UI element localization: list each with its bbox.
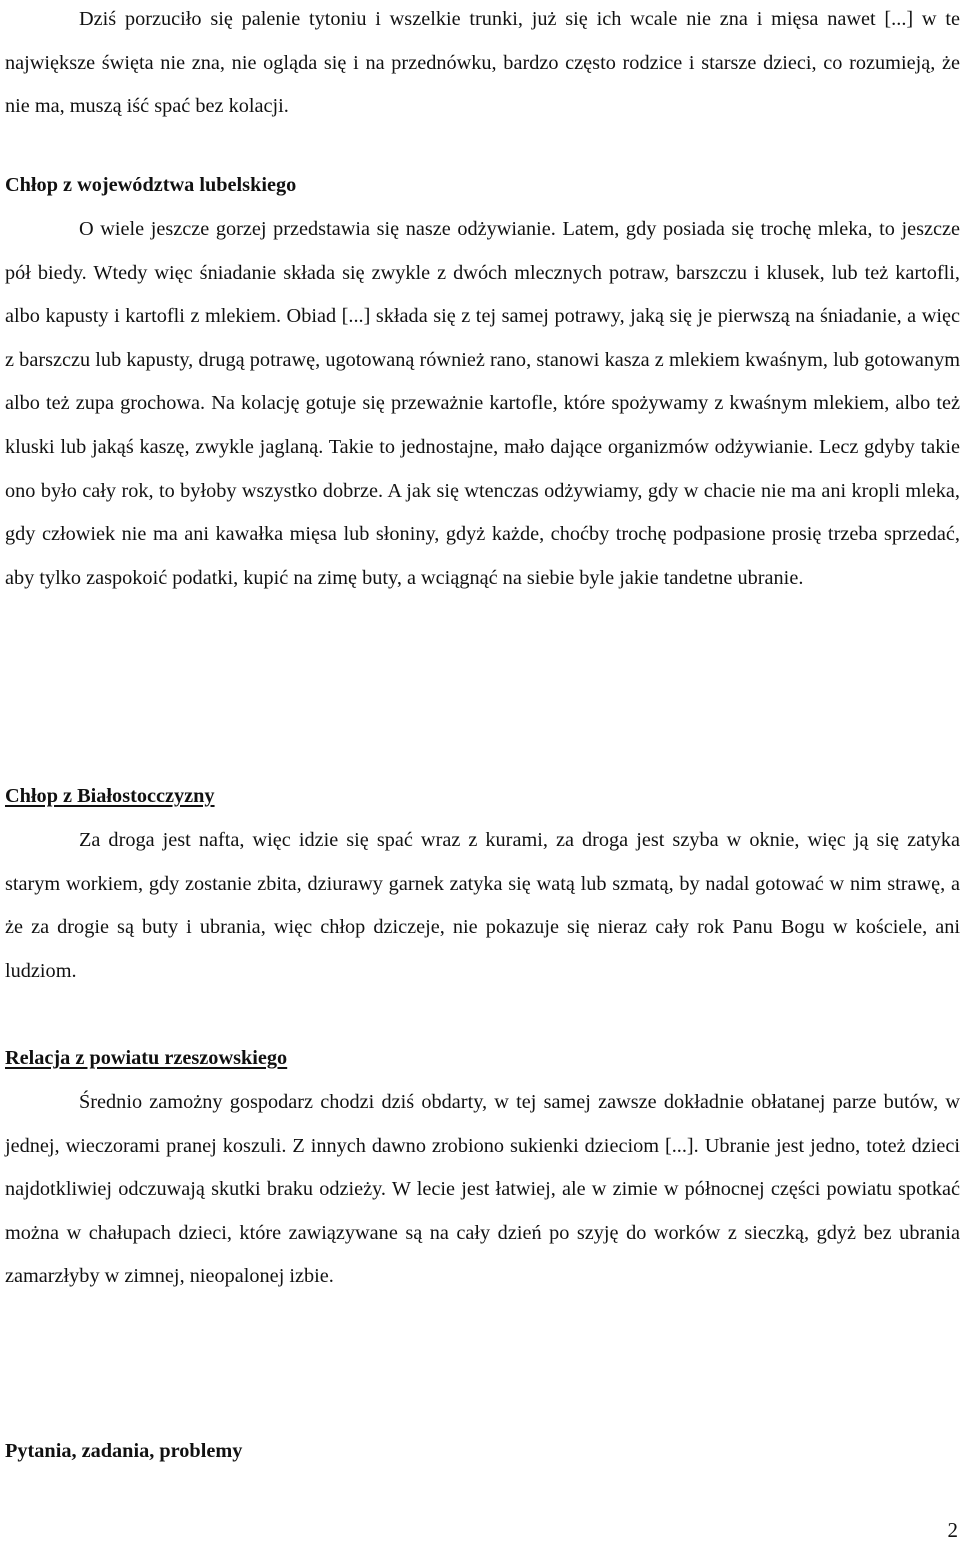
section-text-lubelskie: O wiele jeszcze gorzej przedstawia się nasze odżywianie. Latem, gdy posiada się trochę mleka, to jeszcze pół biedy. Wtedy więc śniadanie składa się zwykle z dwóch mlecznych potraw, barszczu i klusek, lub też kartofli, albo kapusty i kartofli z mlekiem. Obiad [...] składa się z tej samej potrawy, jaką się je pierwszą na śniadanie, a więc z barszczu lub kapusty, drugą potrawę, ugotowaną również rano, stanowi kasza z mlekiem kwaśnym, lub gotowanym albo też zupa grochowa. Na kolację gotuje się przeważnie kartofle, które spożywamy z kwaśnym mlekiem, albo też kluski lub jakąś kaszę, zwykle jaglaną. Takie to jednostajne, mało dające organizmów odżywianie. Lecz gdyby takie ono było cały rok, to byłoby wszystko dobrze. A jak się wtenczas odżywiamy, gdy w chacie nie ma ani kropli mleka, gdy człowiek nie ma ani kawałka mięsa lub słoniny, gdyż każde, choćby trochę podpasione prosię trzeba sprzedać, aby tylko zaspokoić podatki, kupić na zimę buty, a wciągnąć na siebie byle jakie tandetne ubranie. xyxy=(5,218,960,589)
section-heading-bialystok xyxy=(5,775,215,819)
section-heading-rzeszow xyxy=(5,1037,287,1081)
section-heading-lubelskie: Chłop z województwa lubelskiego xyxy=(5,174,297,196)
section-heading-bialystok-label: Chłop z Białostocczyzny xyxy=(5,785,215,807)
section-text-rzeszow: Średnio zamożny gospodarz chodzi dziś obdarty, w tej samej zawsze dokładnie obłatanej parze butów, w jednej, wieczorami pranej koszuli. Z innych dawno zrobiono sukienki dzieciom [...]. Ubranie jest jedno, toteż dzieci najdotkliwiej odczuwają skutki braku odzieży. W lecie jest łatwiej, ale w zimie w północnej części powiatu spotkać można w chałupach dzieci, które zawiązywane są na cały dzień po szyję do worków z sieczką, gdyż bez ubrania zamarzłyby w zimnej, nieopalonej izbie. xyxy=(5,1091,960,1288)
section-text-bialystok: Za droga jest nafta, więc idzie się spać wraz z kurami, za droga jest szyba w oknie, więc ją się zatyka starym workiem, gdy zostanie zbita, dziurawy garnek zatyka się watą lub szmatą, by nadal gotować w nim strawę, a że za drogie są buty i ubrania, więc chłop dziczeje, nie pokazuje się nieraz cały rok Panu Bogu w kościele, ani ludziom. xyxy=(5,829,960,982)
section-heading-rzeszow-label: Relacja z powiatu rzeszowskiego xyxy=(5,1047,288,1069)
questions-heading: Pytania, zadania, problemy xyxy=(5,1440,243,1462)
page-number: 2 xyxy=(947,1518,958,1542)
intro-paragraph: Dziś porzuciło się palenie tytoniu i wszelkie trunki, już się ich wcale nie zna i mięsa nawet [...] w te największe święta nie zna, nie ogląda się i na przednówku, bardzo często rodzice i starsze dzieci, co rozumieją, że nie ma, muszą iść spać bez kolacji. xyxy=(5,8,960,118)
